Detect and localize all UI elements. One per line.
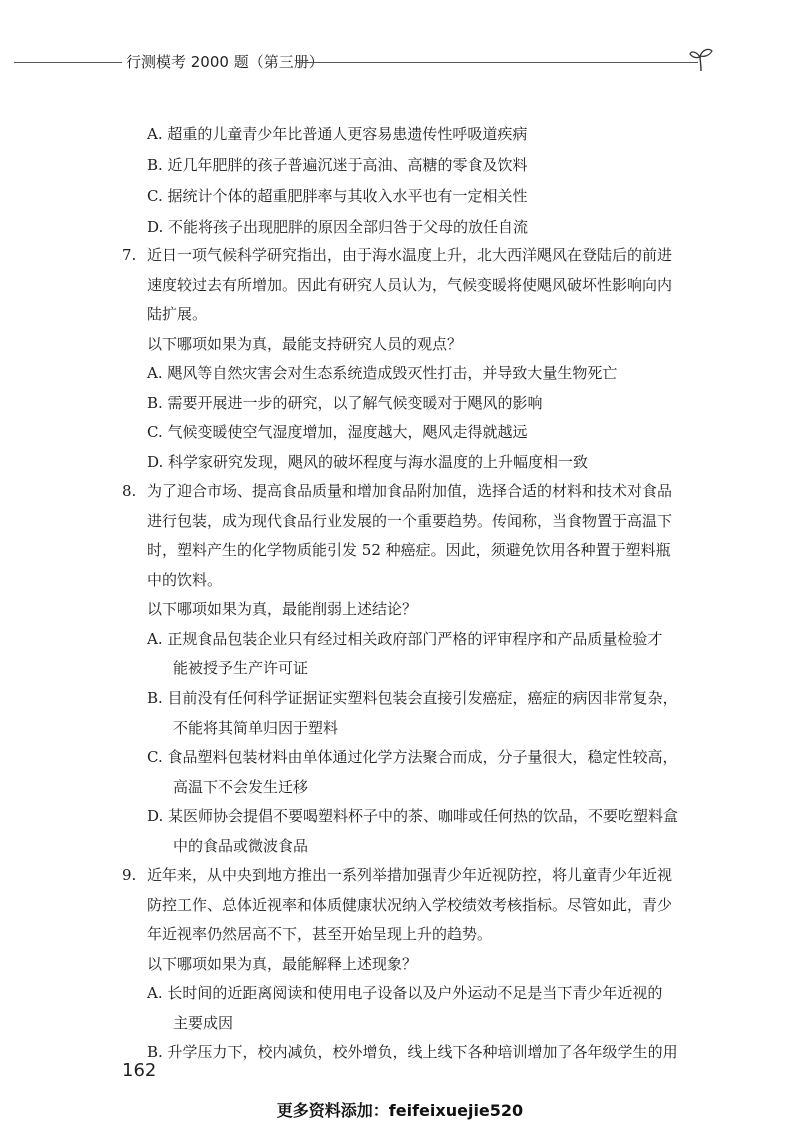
q9-stem-line: 防控工作、总体近视率和体质健康状况纳入学校绩效考核指标。尽管如此，青少 — [147, 896, 673, 914]
q6-option-b: B. 近几年肥胖的孩子普遍沉迷于高油、高糖的零食及饮料 — [147, 156, 528, 174]
q9-question: 以下哪项如果为真，最能解释上述现象？ — [147, 955, 418, 973]
q9-option-b: B. 升学压力下，校内减负，校外增负，线上线下各种培训增加了各年级学生的用 — [147, 1043, 678, 1061]
q6-option-d: D. 不能将孩子出现肥胖的原因全部归咎于父母的放任自流 — [147, 218, 529, 236]
q9-stem-line: 年近视率仍然居高不下，甚至开始呈现上升的趋势。 — [147, 925, 493, 943]
q6-option-c: C. 据统计个体的超重肥胖率与其收入水平也有一定相关性 — [147, 187, 528, 205]
q8-option-a-cont: 能被授予生产许可证 — [173, 659, 309, 677]
q7-stem-line: 近日一项气候科学研究指出，由于海水温度上升，北大西洋飓风在登陆后的前进 — [147, 246, 673, 264]
book-title: 行测模考 2000 题（第三册） — [126, 53, 324, 71]
q8-stem-line: 时，塑料产生的化学物质能引发 52 种癌症。因此，须避免饮用各种置于塑料瓶 — [147, 541, 671, 559]
q8-option-b: B. 目前没有任何科学证据证实塑料包装会直接引发癌症，癌症的病因非常复杂， — [147, 689, 678, 707]
q8-option-a: A. 正规食品包装企业只有经过相关政府部门严格的评审程序和产品质量检验才 — [147, 630, 663, 648]
q8-question: 以下哪项如果为真，最能削弱上述结论？ — [147, 600, 418, 618]
q8-option-b-cont: 不能将其简单归因于塑料 — [173, 719, 339, 737]
q8-option-c: C. 食品塑料包装材料由单体通过化学方法聚合而成，分子量很大，稳定性较高， — [147, 748, 678, 766]
q7-option-c: C. 气候变暖使空气湿度增加，湿度越大，飓风走得就越远 — [147, 423, 528, 441]
q9-option-a-cont: 主要成因 — [173, 1014, 234, 1032]
q6-option-a: A. 超重的儿童青少年比普通人更容易患遗传性呼吸道疾病 — [147, 125, 528, 143]
q7-number: 7. — [122, 246, 137, 264]
q7-question: 以下哪项如果为真，最能支持研究人员的观点？ — [147, 335, 463, 353]
q8-number: 8. — [122, 482, 137, 500]
header-rule-right — [296, 62, 698, 63]
q9-stem-line: 近年来，从中央到地方推出一系列举措加强青少年近视防控，将儿童青少年近视 — [147, 866, 673, 884]
q8-option-c-cont: 高温下不会发生迁移 — [173, 778, 309, 796]
header-rule-left — [14, 62, 122, 63]
q7-stem-line: 速度较过去有所增加。因此有研究人员认为，气候变暖将使飓风破坏性影响向内 — [147, 276, 673, 294]
q8-option-d-cont: 中的食品或微波食品 — [173, 837, 309, 855]
q8-stem-line: 中的饮料。 — [147, 571, 223, 589]
q8-option-d: D. 某医师协会提倡不要喝塑料杯子中的茶、咖啡或任何热的饮品，不要吃塑料盒 — [147, 807, 679, 825]
q7-stem-line: 陆扩展。 — [147, 305, 208, 323]
q7-option-d: D. 科学家研究发现，飓风的破坏程度与海水温度的上升幅度相一致 — [147, 453, 589, 471]
running-header — [0, 48, 800, 78]
q8-stem-line: 进行包装，成为现代食品行业发展的一个重要趋势。传闻称，当食物置于高温下 — [147, 512, 673, 530]
q9-option-a: A. 长时间的近距离阅读和使用电子设备以及户外运动不足是当下青少年近视的 — [147, 984, 663, 1002]
q9-number: 9. — [122, 866, 137, 884]
q7-option-a: A. 飓风等自然灾害会对生态系统造成毁灭性打击，并导致大量生物死亡 — [147, 364, 618, 382]
q8-stem-line: 为了迎合市场、提高食品质量和增加食品附加值，选择合适的材料和技术对食品 — [147, 482, 673, 500]
sprout-icon — [688, 46, 714, 72]
footer-note: 更多资料添加：feifeixuejie520 — [276, 1101, 524, 1120]
q7-option-b: B. 需要开展进一步的研究，以了解气候变暖对于飓风的影响 — [147, 394, 543, 412]
page-number: 162 — [122, 1060, 157, 1081]
